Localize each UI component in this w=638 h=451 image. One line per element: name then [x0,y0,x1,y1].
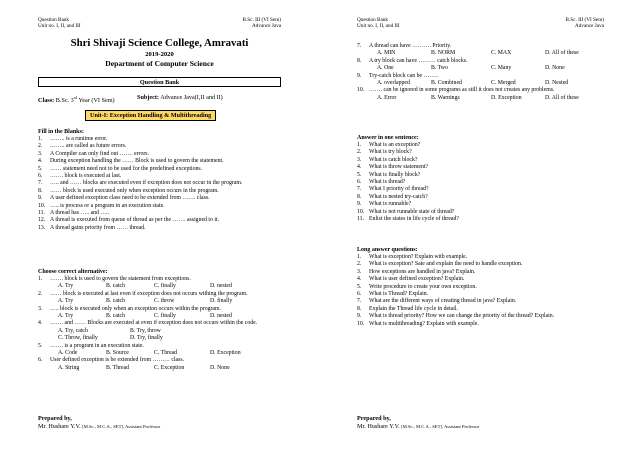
item-text: ……. block is executed at last. [50,173,122,180]
item-text: …….. are called as future errors. [50,143,127,150]
fill-question [38,166,281,173]
college-name: Shri Shivaji Science College, Amravati [70,37,249,49]
mcq-option: B. Try, throw [130,327,161,334]
item-text: What is finally block? [369,171,421,178]
fill-question [38,158,281,165]
mcq-option: A. One [377,65,394,72]
long-question [357,298,604,305]
item-text: What is throw statement? [369,164,429,171]
mcq-option: B. NORM [431,50,456,57]
item-number: 2. [38,143,43,150]
item-number: 2. [38,290,43,297]
mcq-section [38,268,281,372]
short-question [357,172,604,179]
item-text: A Compiler can only find out ……. errors. [50,150,150,157]
item-number: 6. [38,357,43,364]
mcq-option: C. Exception [154,364,185,371]
item-number: 7. [357,186,362,193]
long-title: Long answer questions: [357,247,418,253]
item-number: 6. [38,173,43,180]
short-question [357,157,604,164]
item-number: 7. [38,180,43,187]
one-sentence-section [357,134,604,223]
author-quals: [M.Sc., M.C.A., SET], Assistant Professor [82,424,161,429]
item-text: …….. is a runtime error. [50,136,108,142]
item-text: What is an exception? [369,142,421,148]
mcq-options [357,65,604,72]
short-question [357,142,604,149]
item-number: 10. [38,202,46,209]
item-text: What is runnable? [369,201,412,208]
fill-question [38,180,281,187]
prepared-by-2 [357,415,479,431]
item-number: 9. [38,195,43,202]
mcq-option: C. Merged [491,80,516,87]
item-text: User defined exception is be extended from ……… class. [50,357,185,364]
mcq-option: B. catch [106,313,125,320]
fill-question [38,195,281,202]
item-number: 4. [38,158,43,165]
item-text: What is multithreading? Explain with example. [369,320,479,327]
mcq-options [38,283,281,290]
item-number: 8. [38,187,43,194]
class-sup: rd [73,95,78,100]
short-question [357,209,604,216]
item-number: 10. [357,208,365,215]
item-number: 3. [38,305,43,312]
mcq-list [38,276,281,372]
item-number: 13. [38,224,46,231]
item-number: 3. [357,268,362,275]
author-name: Mr. Hushare Y.V. [357,423,400,430]
header-subject: Advance Java [252,23,281,30]
page-header-left [357,17,400,29]
item-text: Explain the Thread life cycle in detail. [369,305,458,312]
mcq-question [38,291,281,298]
header-title: Question Bank [357,17,388,23]
item-text: A thread has ….. and ….. [50,210,110,217]
fill-question [38,143,281,150]
class-label: Class: [38,97,55,105]
question-bank-banner: Question Bank [38,77,281,87]
item-number: 8. [357,305,362,312]
mcq-option: B. catch [106,298,125,305]
department-name: Department of Computer Science [105,59,214,68]
page-header-right [243,17,281,29]
one-list [357,142,604,223]
item-text: ….. and …… blocks are executed even if exception does not occur in the program. [50,180,243,187]
header-class: B.Sc. III (VI Sem) [242,17,281,23]
short-question [357,186,604,193]
mcq-question [38,357,281,364]
item-number: 5. [38,342,43,349]
item-number: 2. [357,261,362,268]
item-text: What is thread? [369,179,406,186]
mcq-option: C. throw [154,298,175,305]
item-number: 9. [357,313,362,320]
mcq-option: A. overlapped [377,80,410,87]
item-number: 8. [357,57,362,64]
header-title: Question Bank [38,17,69,23]
mcq-option: D. None [545,65,565,72]
mcq-option: A. String [58,364,80,371]
mcq-question [38,343,281,350]
mcq2-list [357,43,604,102]
mcq-option: B. Two [431,65,448,72]
mcq-question [38,276,281,283]
item-number: 8. [357,193,362,200]
item-text: What is catch block? [369,156,418,163]
short-question [357,194,604,201]
mcq-options [38,298,281,305]
unit-heading: Unit-I: Exception Handling & Multithreading [85,110,216,121]
short-question [357,201,604,208]
item-text: What are the different ways of creating thread in java? Explain. [369,298,517,305]
fill-section [38,128,281,232]
long-question [357,261,604,268]
subject-label: Subject: [137,94,159,101]
mcq-option: D. All of these [545,94,579,101]
item-number: 6. [357,291,362,298]
item-number: 9. [357,201,362,208]
mcq-question [38,320,281,327]
item-text: A thread is executed from queue of thread as per the ……. assigned to it. [50,217,220,224]
item-number: 3. [357,156,362,163]
mcq-option: B. Combined [431,80,462,87]
page-header-right [566,17,604,29]
class-subject-line [38,94,281,105]
prepared-label: Prepared by, [357,415,391,422]
item-number: 7. [357,298,362,305]
fill-question [38,225,281,232]
page-right [319,0,638,451]
item-text: What is user defined exception? Explain. [369,276,465,283]
item-text: A user defined exception class need to be extended from ……. class. [50,195,210,202]
item-text: How exceptions are handled in java? Explain. [369,268,476,275]
item-text: What is try block? [369,149,412,156]
item-text: What is thread priority? How we can change the priority of the thread? Explain. [369,313,555,320]
class-value: B.Sc. 3 [55,97,74,105]
item-number: 1. [357,254,362,260]
item-text: ……. block is used to govern the statement from exceptions. [50,276,191,282]
item-text: Write procedure to create your own exception. [369,283,477,290]
item-text: …… block is executed at last even if exception does not occurs withing the program. [50,290,248,297]
mcq-option: D. Exception [491,94,522,101]
page-header-left [38,17,81,29]
long-question [357,276,604,283]
mcq-question [357,58,604,65]
mcq-option: D. Try, finally [130,335,163,342]
mcq-option: A. Try [58,283,74,290]
short-question [357,216,604,223]
mcq-option: D. Nested [545,80,569,87]
item-number: 1. [38,136,43,142]
mcq-option: D. finally [210,298,233,305]
item-text: ……. and …… Blocks are executed at even if exception does not occurs within the code. [50,320,258,327]
fill-question [38,203,281,210]
mcq-question [38,306,281,313]
mcq-option: D. nested [210,313,232,320]
mcq-option: A. Try, catch [58,327,88,334]
mcq-option: C. MAX [491,50,512,57]
item-number: 5. [38,165,43,172]
author-quals: [M.Sc., M.C.A., SET], Assistant Professor [401,424,480,429]
item-number: 2. [357,149,362,156]
short-question [357,164,604,171]
fill-list [38,136,281,232]
item-text: ……. can be ignored in some programs as still it does not creates any problems. [369,87,555,94]
mcq-title: Choose correct alternative: [38,269,108,275]
item-number: 5. [357,171,362,178]
mcq-option: D. All of these [545,50,579,57]
class-tail: Year (VI Sem) [78,97,115,105]
mcq-option: B. Thread [106,364,130,371]
header-units: Unit no. I, II, and III [357,23,400,30]
long-question [357,313,604,320]
header-class: B.Sc. III (VI Sem) [565,17,604,23]
mcq-question [357,73,604,80]
mcq-option: B. Source [106,350,129,357]
mcq-options [357,95,604,102]
item-number: 12. [38,217,46,224]
item-number: 4. [38,320,43,327]
item-text: …… block is used executed only when exception occurs in the program. [50,187,219,194]
mcq-option: A. Code [58,350,78,357]
item-number: 1. [38,276,43,282]
long-question [357,321,604,328]
item-text: During exception handling the …… Block is used to govern the statement. [50,158,224,165]
item-text: A thread can have ………. Priority. [369,43,452,49]
item-text: A thread gains priority from …… thread. [50,224,146,231]
long-question [357,284,604,291]
item-number: 10. [357,320,365,327]
mcq-options [38,365,281,372]
item-number: 9. [357,72,362,79]
mcq-option: D. nested [210,283,232,290]
mcq-option: A. Try [58,298,74,305]
fill-question [38,151,281,158]
item-text: What is exception? Explain with example. [369,254,468,260]
item-text: What I priority of thread? [369,186,429,193]
mcq-options [357,80,604,87]
item-text: ……. is a program in an execution state. [50,342,144,349]
subject-value: Advance Java(I,II and II) [160,94,223,101]
prepared-label: Prepared by, [38,415,72,422]
item-number: 4. [357,276,362,283]
item-text: What is nested try-catch? [369,193,428,200]
mcq-continued [357,43,604,102]
item-text: …… statement need not to be used for the predefined exceptions. [50,165,203,172]
mcq-option: C. Thread [154,350,178,357]
item-text: What is exception? Sate and explain the need to handle exception. [369,261,523,268]
item-text: What is Thread? Explain. [369,291,429,298]
mcq-option: A. MIN [377,50,396,57]
short-question [357,149,604,156]
header-subject: Advance Java [575,23,604,30]
item-number: 10. [357,87,365,94]
item-number: 11. [357,216,365,223]
title-block [38,37,281,69]
academic-year: 2019-2020 [145,51,174,58]
item-text: Enlist the states in life cycle of thread? [369,216,459,223]
mcq-options [357,50,604,57]
long-question [357,254,604,261]
mcq-option: C. Throw, finally [58,335,98,342]
item-number: 5. [357,283,362,290]
item-text: What is not runnable state of thread? [369,208,455,215]
header-units: Unit no. I, II, and III [38,23,81,30]
mcq-question [357,87,604,94]
item-number: 1. [357,142,362,148]
long-list [357,254,604,328]
item-number: 7. [357,43,362,49]
item-number: 6. [357,179,362,186]
item-number: 3. [38,150,43,157]
fill-question [38,217,281,224]
mcq-option: C. finally [154,283,176,290]
mcq-option: D. None [210,364,230,371]
mcq-question [357,43,604,50]
mcq-option: B. Warnings [431,94,460,101]
fill-title: Fill in the Blanks: [38,129,84,135]
item-text: A try block can have ……… catch blocks. [369,57,468,64]
prepared-by [38,415,160,431]
mcq-option: A. Try [58,313,74,320]
item-text: ….. block is executed only when an exception occurs within the program. [50,305,221,312]
one-title: Answer in one sentence: [357,135,419,141]
mcq-option: A. Error [377,94,397,101]
item-number: 4. [357,164,362,171]
item-text: ….. is process or a program in an execution state. [50,202,165,209]
author-name: Mr. Hushare Y.V. [38,423,81,430]
item-number: 11. [38,210,46,217]
mcq-option: C. Many [491,65,512,72]
long-section [357,246,604,328]
mcq-option: D. Exception [210,350,241,357]
mcq-options [38,335,281,342]
item-text: Try-catch block can be …….. [369,72,439,79]
mcq-option: B. catch [106,283,125,290]
mcq-option: C. finally [154,313,176,320]
